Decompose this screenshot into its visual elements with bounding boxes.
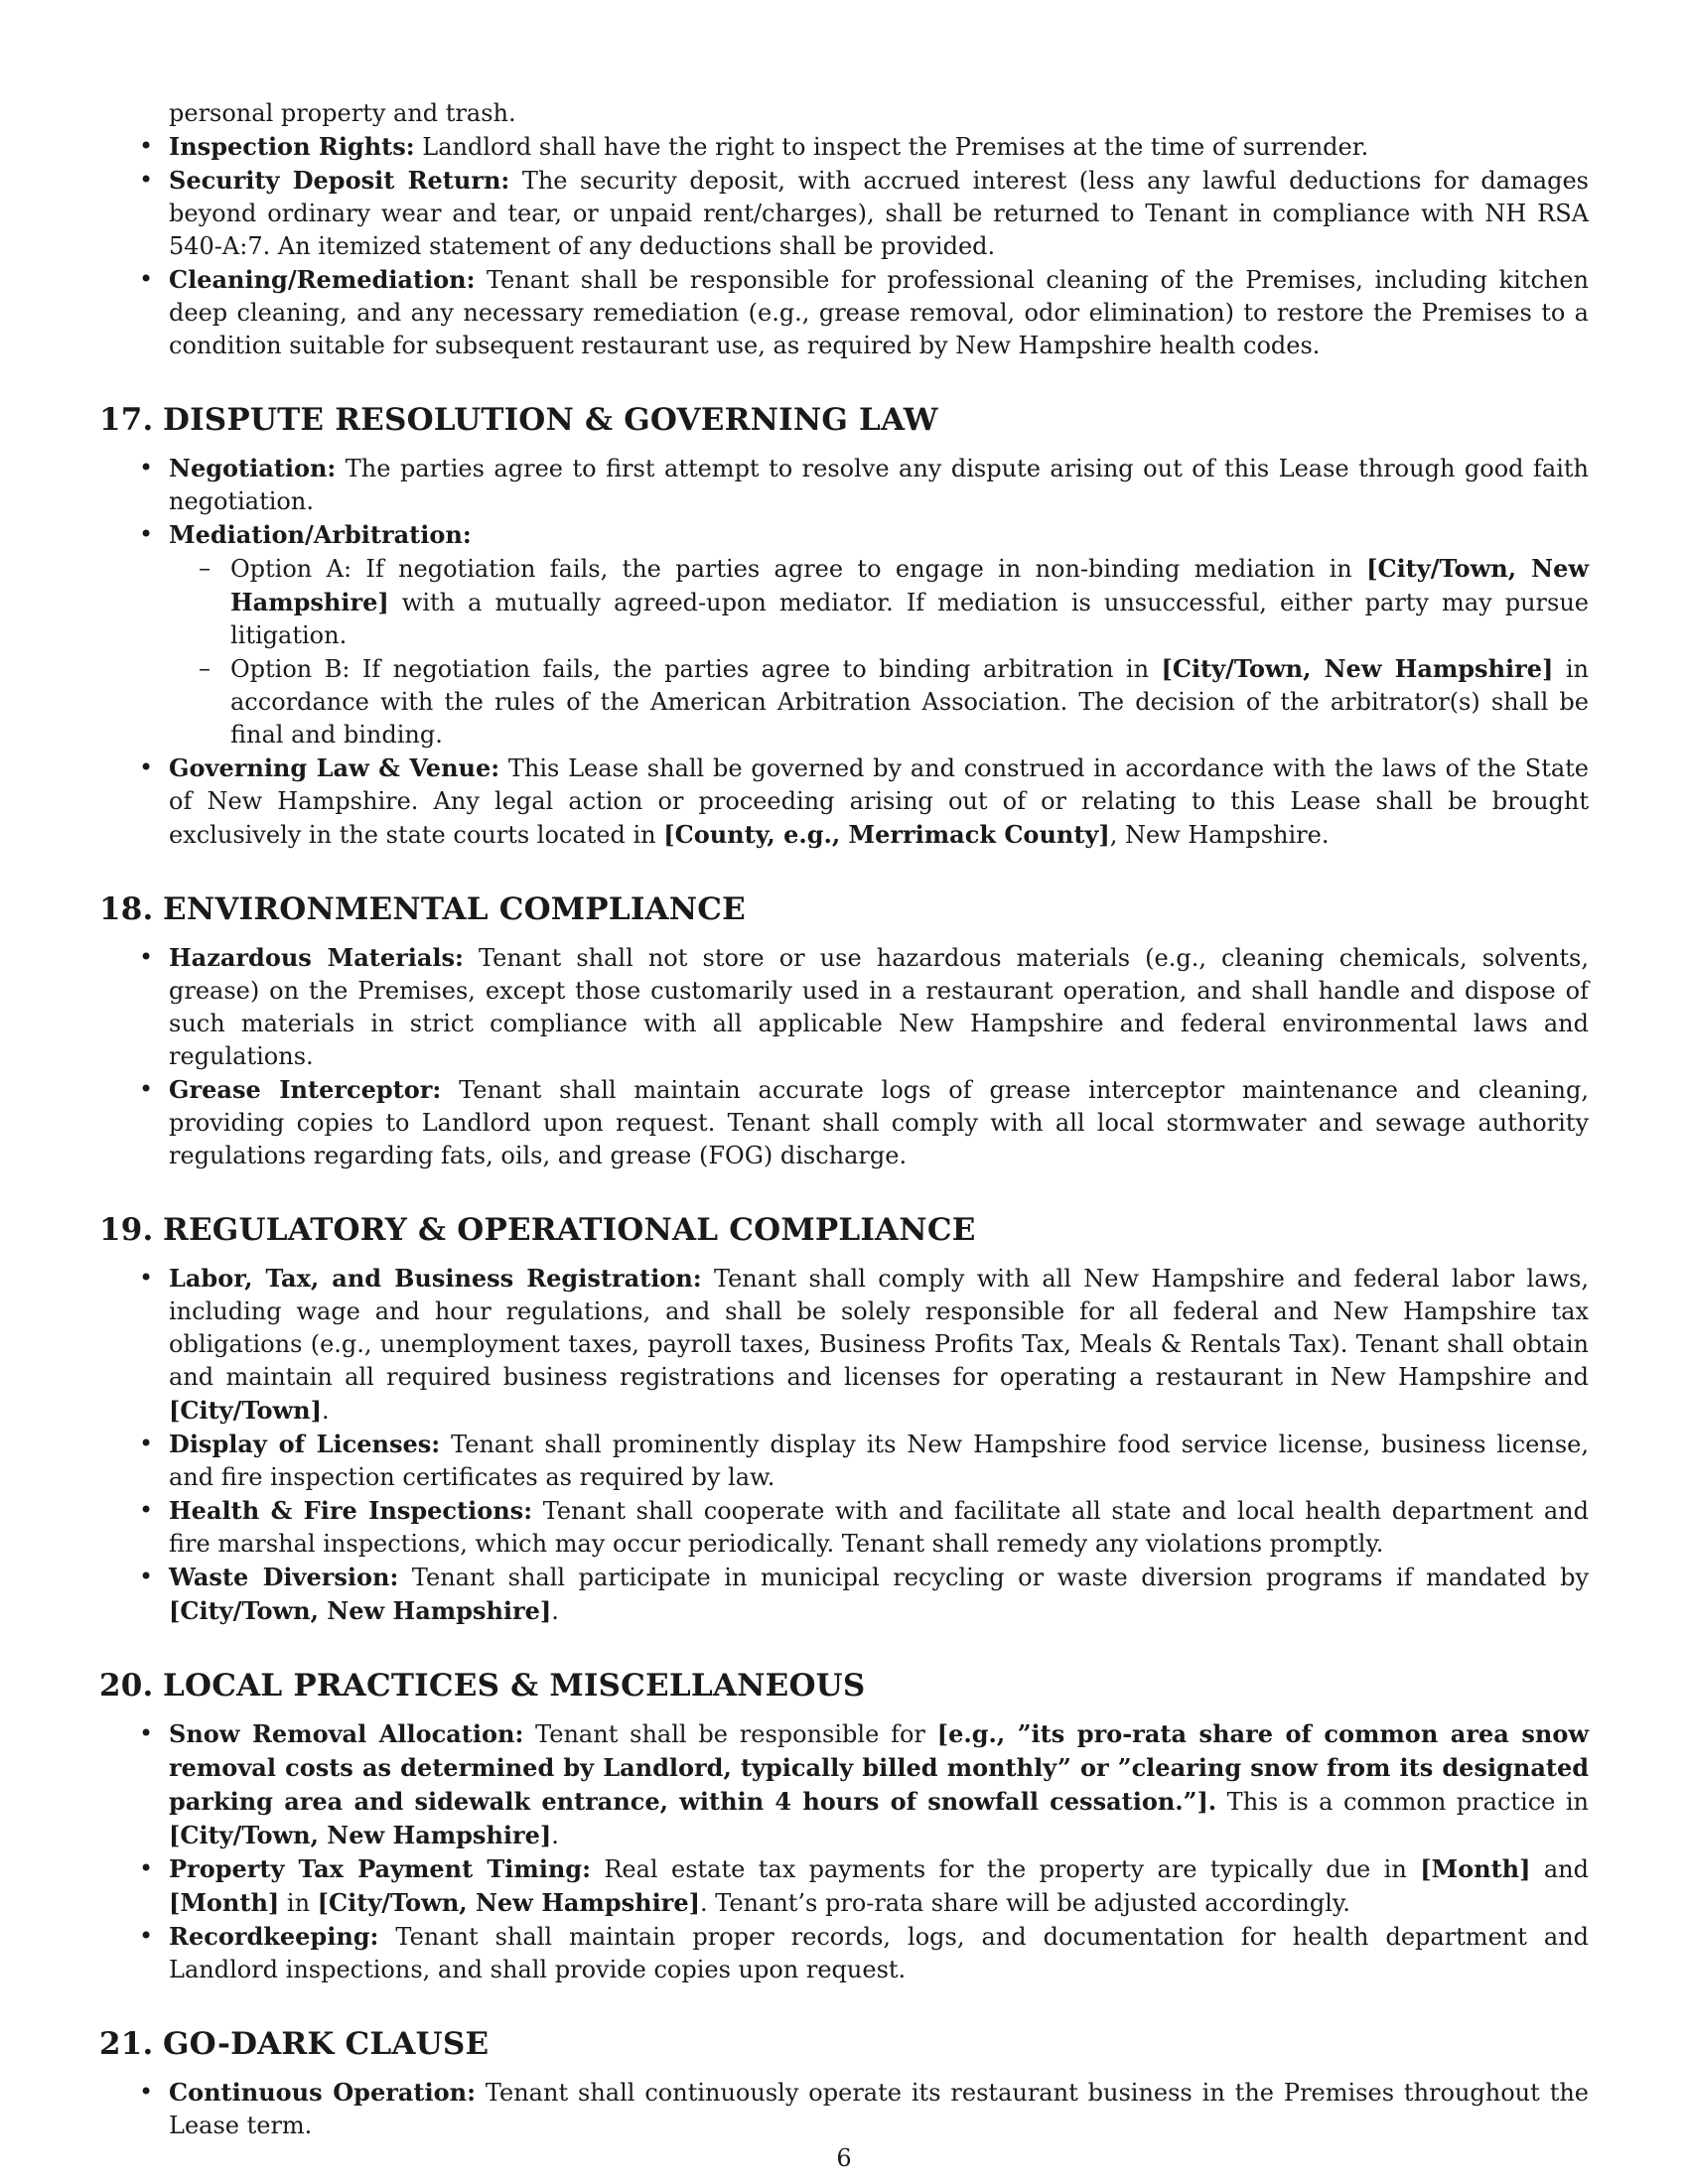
item-text: Tenant shall be responsible for professional cleaning of the Premises, including kitchen deep cleaning, and any necessary remediation (e.g., grease removal, odor elimination) to restore the Premises to a condition suitable for subsequent restaurant use, as required by New Hampshire health codes.: [169, 266, 1589, 359]
item-text: This is a common practice in: [1216, 1788, 1590, 1816]
list-item: [99, 751, 1589, 852]
item-text: Option A: If negotiation fails, the parties agree to engage in non-binding mediation in: [230, 555, 1367, 583]
item-text: Tenant shall be responsible for: [523, 1720, 937, 1748]
item-label: Grease Interceptor:: [169, 1075, 442, 1104]
section-17-heading: [99, 400, 1589, 440]
sub-item-option-a: [169, 552, 1589, 652]
item-text: Tenant shall not store or use hazardous materials (e.g., cleaning chemicals, solvents, grease) on the Premises, except those customarily used in a restaurant operation, and shall handle and dispose of such materials in strict compliance with all applicable New Hampshire and federal environmental laws and regulations.: [169, 944, 1589, 1070]
item-text: The security deposit, with accrued interest (less any lawful deductions for damages beyond ordinary wear and tear, or unpaid rent/charges), shall be returned to Tenant in compliance with NH RSA 540-A:7. An itemized statement of any deductions shall be provided.: [169, 167, 1589, 260]
item-label: Continuous Operation:: [169, 2078, 476, 2107]
item-text: Tenant shall maintain accurate logs of grease interceptor maintenance and cleaning, providing copies to Landlord upon request. Tenant shall comply with all local stormwater and sewage authority regulations regarding fats, oils, and grease (FOG) discharge.: [169, 1076, 1589, 1169]
item-text: Real estate tax payments for the property are typically due in: [590, 1855, 1421, 1883]
item-label: Hazardous Materials:: [169, 943, 464, 972]
item-text: Tenant shall comply with all New Hampshire and federal labor laws, including wage and hour regulations, and shall be solely responsible for all federal and New Hampshire tax obligations (e.g., unemployment taxes, payroll taxes, Business Profits Tax, Meals & Rentals Tax). Tenant shall obtain and maintain all required business registrations and licenses for operating a restaurant in New Hampshire and: [169, 1265, 1589, 1391]
list-item: [99, 263, 1589, 362]
item-label: Governing Law & Venue:: [169, 753, 500, 782]
item-text: in: [279, 1889, 318, 1917]
item-text: The parties agree to first attempt to resolve any dispute arising out of this Lease through good faith negotiation.: [169, 455, 1589, 515]
placeholder-text: [Month]: [169, 1888, 280, 1917]
placeholder-text: [County, e.g., Merrimack County]: [663, 820, 1110, 849]
section-16-list: [99, 130, 1589, 362]
list-item: [99, 1494, 1589, 1561]
section-21-list: [99, 2076, 1589, 2142]
section-20-list: [99, 1717, 1589, 1986]
section-19-list: [99, 1262, 1589, 1628]
list-item: [99, 2076, 1589, 2142]
section-18-heading: [99, 889, 1589, 929]
placeholder-text: [City/Town, New Hampshire]: [169, 1596, 552, 1625]
list-item: [99, 1262, 1589, 1428]
page-number: 6: [836, 2144, 852, 2172]
item-text: and: [1530, 1855, 1590, 1883]
sub-item-option-b: [169, 652, 1589, 751]
list-item: [99, 941, 1589, 1073]
placeholder-text: [Month]: [1420, 1854, 1531, 1883]
item-text: with a mutually agreed-upon mediator. If mediation is unsuccessful, either party may pursue litigation.: [230, 589, 1589, 649]
list-item: [99, 452, 1589, 518]
mediation-options: [169, 552, 1589, 751]
placeholder-text: [City/Town, New Hampshire]: [1161, 654, 1554, 683]
section-18-list: [99, 941, 1589, 1172]
section-title: REGULATORY & OPERATIONAL COMPLIANCE: [163, 1212, 976, 1248]
item-text: .: [551, 1597, 559, 1625]
section-title: DISPUTE RESOLUTION & GOVERNING LAW: [163, 402, 938, 438]
item-label: Security Deposit Return:: [169, 166, 510, 195]
item-text: in accordance with the rules of the American Arbitration Association. The decision of the arbitrator(s) shall be final and binding.: [230, 655, 1590, 749]
placeholder-text: [City/Town]: [169, 1396, 322, 1425]
section-title: LOCAL PRACTICES & MISCELLANEOUS: [163, 1668, 866, 1704]
item-label: Waste Diversion:: [169, 1563, 399, 1591]
item-label: Mediation/Arbitration:: [169, 520, 472, 549]
item-label: Labor, Tax, and Business Registration:: [169, 1264, 702, 1293]
section-number: 20.: [99, 1668, 154, 1704]
placeholder-text: [City/Town, New Hampshire]: [230, 554, 1589, 616]
section-number: 19.: [99, 1212, 154, 1248]
item-label: Health & Fire Inspections:: [169, 1496, 533, 1525]
item-label: Negotiation:: [169, 454, 337, 482]
placeholder-text: [City/Town, New Hampshire]: [317, 1888, 700, 1917]
item-label: Recordkeeping:: [169, 1922, 379, 1951]
item-text: Tenant shall maintain proper records, logs, and documentation for health department and Landlord inspections, and shall provide copies upon request.: [169, 1923, 1589, 1983]
list-item: [99, 1561, 1589, 1628]
item-text: This Lease shall be governed by and construed in accordance with the laws of the State of New Hampshire. Any legal action or proceeding arising out of or relating to this Lease shall be brought exclusively in the state courts located in: [169, 754, 1589, 849]
item-text: . Tenant’s pro-rata share will be adjusted accordingly.: [699, 1889, 1350, 1917]
item-text: Tenant shall cooperate with and facilitate all state and local health department and fire marshal inspections, which may occur periodically. Tenant shall remedy any violations promptly.: [169, 1497, 1589, 1558]
item-text: Option B: If negotiation fails, the parties agree to binding arbitration in: [230, 655, 1162, 683]
section-21-heading: [99, 2024, 1589, 2064]
continuation-text: personal property and trash.: [169, 99, 516, 127]
section-20-heading: [99, 1666, 1589, 1706]
item-label: Cleaning/Remediation:: [169, 265, 476, 294]
list-item: [99, 164, 1589, 263]
section-17-list: [99, 452, 1589, 852]
item-text: Tenant shall participate in municipal recycling or waste diversion programs if mandated by: [398, 1564, 1590, 1591]
section-19-heading: [99, 1210, 1589, 1250]
item-text: Tenant shall continuously operate its restaurant business in the Premises throughout the Lease term.: [169, 2079, 1590, 2139]
section-number: 18.: [99, 891, 154, 927]
placeholder-text: [e.g., ”its pro-rata share of common area snow removal costs as determined by Landlord, typically billed monthly” or ”clearing snow from its designated parking area and sidewalk entrance, within 4 hours of snowfall cessation.”].: [169, 1719, 1589, 1816]
item-label: Snow Removal Allocation:: [169, 1719, 524, 1748]
item-label: Display of Licenses:: [169, 1430, 441, 1458]
item-label: Inspection Rights:: [169, 132, 415, 161]
item-label: Property Tax Payment Timing:: [169, 1854, 591, 1883]
item-text: .: [321, 1397, 330, 1425]
section-title: ENVIRONMENTAL COMPLIANCE: [163, 891, 747, 927]
section-number: 17.: [99, 402, 154, 438]
item-text: , New Hampshire.: [1109, 821, 1330, 849]
section-number: 21.: [99, 2026, 154, 2062]
list-item: [99, 1852, 1589, 1920]
placeholder-text: [City/Town, New Hampshire]: [169, 1821, 552, 1849]
item-text: Tenant shall prominently display its New Hampshire food service license, business license, and fire inspection certificates as required by law.: [169, 1431, 1589, 1491]
list-item: [99, 1920, 1589, 1986]
list-item: [99, 1428, 1589, 1494]
section-title: GO-DARK CLAUSE: [163, 2026, 490, 2062]
list-item: [99, 1717, 1589, 1852]
item-text: .: [551, 1822, 559, 1849]
list-item: [99, 1073, 1589, 1172]
item-text: Landlord shall have the right to inspect the Premises at the time of surrender.: [414, 133, 1369, 161]
list-item: [99, 518, 1589, 751]
list-item: [99, 130, 1589, 164]
